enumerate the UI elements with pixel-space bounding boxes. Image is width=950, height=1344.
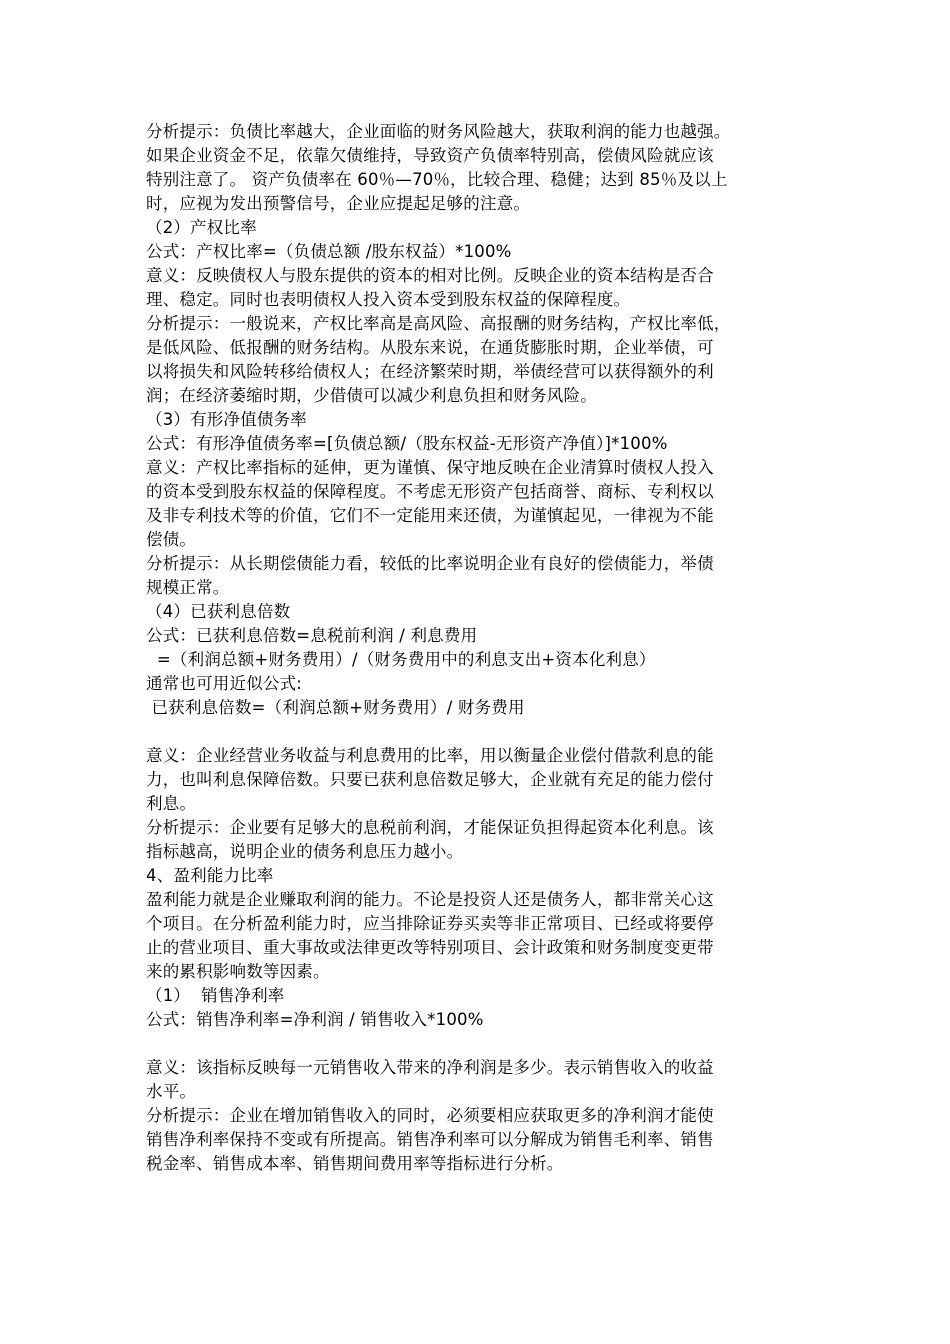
text-line: 4、盈利能力比率	[146, 866, 274, 885]
text-line: 的资本受到股东权益的保障程度。不考虑无形资产包括商誉、商标、专利权以	[146, 482, 714, 501]
text-line: 销售净利率保持不变或有所提高。销售净利率可以分解成为销售毛利率、销售	[146, 1130, 714, 1149]
blank-line	[146, 1032, 816, 1056]
text-line: 盈利能力就是企业赚取利润的能力。不论是投资人还是债务人，都非常关心这	[146, 890, 714, 909]
text-line: 意义：产权比率指标的延伸，更为谨慎、保守地反映在企业清算时债权人投入	[146, 458, 714, 477]
text-line: 意义：该指标反映每一元销售收入带来的净利润是多少。表示销售收入的收益	[146, 1058, 714, 1077]
text-line: 如果企业资金不足，依靠欠债维持，导致资产负债率特别高，偿债风险就应该	[146, 146, 714, 165]
text-line: 是低风险、低报酬的财务结构。从股东来说，在通货膨胀时期，企业举债，可	[146, 338, 714, 357]
text-line: 分析提示：从长期偿债能力看，较低的比率说明企业有良好的偿债能力，举债	[146, 554, 714, 573]
text-line: 润；在经济萎缩时期，少借债可以减少利息负担和财务风险。	[146, 386, 597, 405]
text-line: 以将损失和风险转移给债权人；在经济繁荣时期，举债经营可以获得额外的利	[146, 362, 714, 381]
text-line: 已获利息倍数=（利润总额+财务费用）/ 财务费用	[146, 698, 525, 717]
text-line: 分析提示：负债比率越大，企业面临的财务风险越大，获取利润的能力也越强。	[146, 122, 731, 141]
text-line: 分析提示：企业要有足够大的息税前利润，才能保证负担得起资本化利息。该	[146, 818, 714, 837]
text-line: 指标越高，说明企业的债务利息压力越小。	[146, 842, 464, 861]
text-line: 个项目。在分析盈利能力时，应当排除证券买卖等非正常项目、已经或将要停	[146, 914, 714, 933]
text-line: 意义：企业经营业务收益与利息费用的比率，用以衡量企业偿付借款利息的能	[146, 746, 714, 765]
text-line: 公式：已获利息倍数=息税前利润 / 利息费用	[146, 626, 478, 645]
text-line: 时，应视为发出预警信号，企业应提起足够的注意。	[146, 194, 531, 213]
text-line: （4）已获利息倍数	[146, 602, 291, 621]
text-line: （2）产权比率	[146, 218, 257, 237]
text-line: 通常也可用近似公式:	[146, 674, 303, 693]
text-line: 特别注意了。 资产负债率在 60％—70％，比较合理、稳健；达到 85％及以上	[146, 170, 728, 189]
text-line: =（利润总额+财务费用）/（财务费用中的利息支出+资本化利息）	[146, 650, 656, 669]
text-line: 税金率、销售成本率、销售期间费用率等指标进行分析。	[146, 1154, 564, 1173]
text-line: （3）有形净值债务率	[146, 410, 307, 429]
text-line: 规模正常。	[146, 578, 230, 597]
text-line: 来的累积影响数等因素。	[146, 962, 330, 981]
text-line: 及非专利技术等的价值，它们不一定能用来还债，为谨慎起见，一律视为不能	[146, 506, 714, 525]
text-line: 公式：产权比率=（负债总额 /股东权益）*100%	[146, 242, 512, 261]
text-line: 公式：有形净值债务率=[负债总额/（股东权益-无形资产净值）]*100%	[146, 434, 668, 453]
text-line: （1） 销售净利率	[146, 986, 285, 1005]
text-line: 公式：销售净利率=净利润 / 销售收入*100%	[146, 1010, 484, 1029]
text-line: 利息。	[146, 794, 197, 813]
document-body	[146, 120, 816, 1176]
text-line: 分析提示：企业在增加销售收入的同时，必须要相应获取更多的净利润才能使	[146, 1106, 714, 1125]
text-line: 意义：反映债权人与股东提供的资本的相对比例。反映企业的资本结构是否合	[146, 266, 714, 285]
text-line: 偿债。	[146, 530, 197, 549]
text-line: 理、稳定。同时也表明债权人投入资本受到股东权益的保障程度。	[146, 290, 631, 309]
text-line: 水平。	[146, 1082, 197, 1101]
text-line: 止的营业项目、重大事故或法律更改等特别项目、会计政策和财务制度变更带	[146, 938, 714, 957]
text-line: 力，也叫利息保障倍数。只要已获利息倍数足够大，企业就有充足的能力偿付	[146, 770, 714, 789]
text-line: 分析提示：一般说来，产权比率高是高风险、高报酬的财务结构，产权比率低，	[146, 314, 731, 333]
blank-line	[146, 720, 816, 744]
